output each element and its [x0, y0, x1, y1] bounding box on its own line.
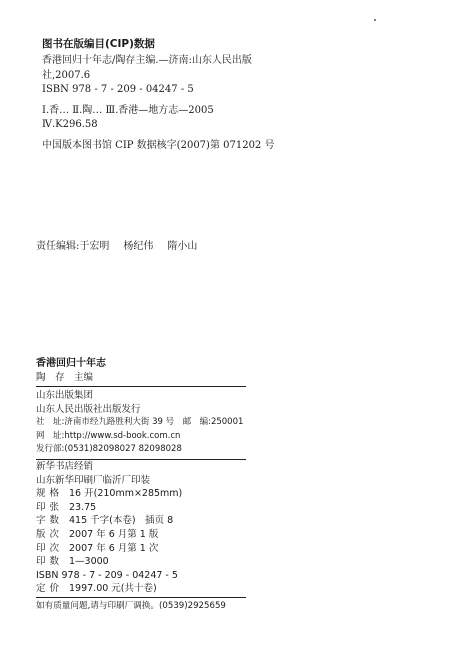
divider-line: [36, 597, 246, 598]
publisher-group: 山东出版集团: [36, 390, 94, 401]
spec-value: 2007 年 6 月第 1 版: [69, 528, 159, 540]
colophon-block: [36, 357, 246, 613]
cip-record-number: 中国版本图书馆 CIP 数据核字(2007)第 071202 号: [42, 139, 275, 151]
printer: 山东新华印刷厂临沂厂印装: [36, 474, 151, 486]
website-label: 网 址:: [36, 430, 65, 441]
spec-label: 印次: [36, 542, 64, 554]
cip-block: [42, 36, 302, 153]
spec-value: 1—3000: [69, 556, 109, 568]
website-row: [36, 430, 246, 444]
speck-mark: [374, 19, 376, 21]
spec-value: 415 千字(本卷) 插页 8: [69, 515, 174, 527]
address-label: 社 址:: [36, 417, 65, 428]
cip-title: 图书在版编目(CIP)数据: [42, 38, 155, 50]
cip-line-2: 社,2007.6: [42, 69, 91, 81]
spec-row: [36, 555, 246, 569]
footer-note: 如有质量问题,请与印刷厂调换。(0539)2925659: [36, 600, 226, 611]
phone-label: 发行部:: [36, 444, 65, 455]
price-row: [36, 582, 246, 596]
spec-label: 印张: [36, 501, 64, 513]
price-value: 1997.00 元(共十卷): [69, 583, 157, 595]
spec-value: 23.75: [69, 501, 97, 513]
cip-line-3: ISBN 978 - 7 - 209 - 04247 - 5: [42, 84, 194, 95]
spec-value: 16 开(210mm×285mm): [69, 488, 183, 500]
spec-value: 2007 年 6 月第 1 次: [69, 542, 159, 554]
cip-line-4: Ⅰ.香… Ⅱ.陶… Ⅲ.香港—地方志—2005: [42, 104, 214, 116]
spec-label: 字数: [36, 515, 64, 527]
editor-name-1: 于宏明: [79, 241, 110, 252]
spec-row: [36, 514, 246, 528]
phone-row: [36, 443, 246, 457]
editor-name-2: 杨纪伟: [123, 241, 154, 252]
spec-label: 版次: [36, 528, 64, 540]
price-label: 定价: [36, 583, 64, 595]
colophon-chief-editor: 陶 存 主编: [36, 372, 94, 383]
website-value: http://www.sd-book.com.cn: [64, 430, 181, 441]
spec-row: [36, 487, 246, 501]
responsible-editors: [36, 240, 197, 253]
spec-row: [36, 501, 246, 515]
cip-line-5: Ⅳ.K296.58: [42, 119, 98, 130]
divider-line: [36, 386, 246, 387]
publisher: 山东人民出版社出版发行: [36, 403, 141, 415]
spec-label: 印数: [36, 556, 64, 568]
address-row: [36, 416, 246, 430]
colophon-book-title: 香港回归十年志: [36, 358, 106, 369]
spec-row: [36, 542, 246, 556]
address-value: 济南市经九路胜利大街 39 号 邮 编:250001: [64, 417, 244, 428]
phone-value: (0531)82098027 82098028: [64, 444, 182, 455]
editor-name-3: 隋小山: [167, 241, 198, 252]
cip-line-1: 香港回归十年志/陶存主编.—济南:山东人民出版: [42, 55, 252, 66]
distributor: 新华书店经销: [36, 460, 94, 472]
isbn: ISBN 978 - 7 - 209 - 04247 - 5: [36, 569, 178, 581]
editors-label: 责任编辑:: [36, 241, 80, 252]
spec-label: 规格: [36, 488, 64, 500]
spec-row: [36, 528, 246, 542]
